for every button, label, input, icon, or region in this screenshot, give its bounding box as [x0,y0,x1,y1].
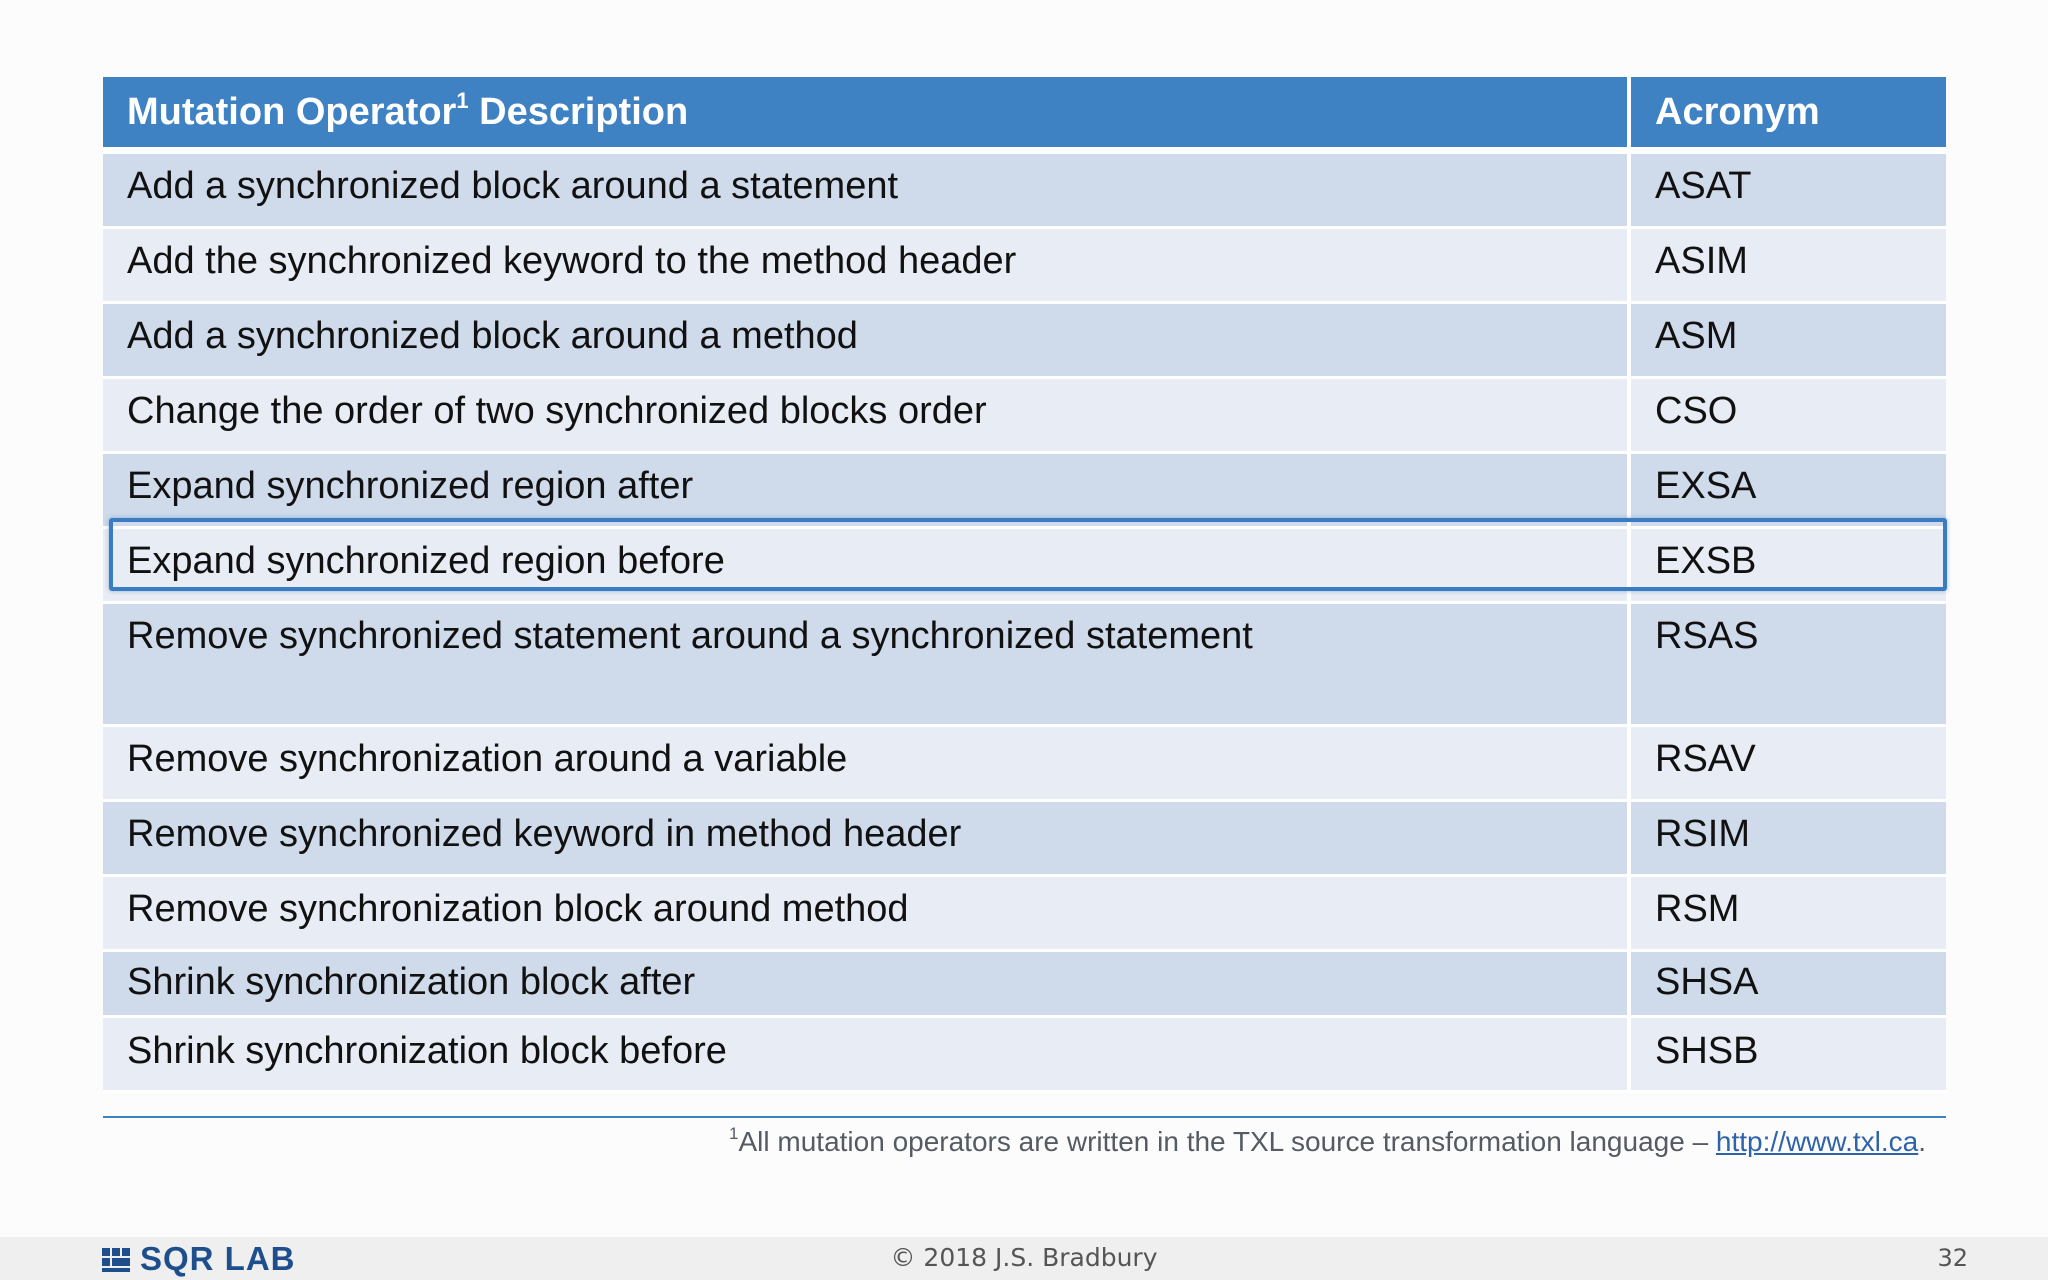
table-row [103,304,1946,379]
mutation-operator-table-container [103,77,1946,1093]
operator-description: Add a synchronized block around a method [103,304,1631,379]
operator-acronym: SHSB [1631,1018,1946,1093]
logo-text: SQR LAB [140,1240,296,1277]
copyright: © 2018 J.S. Bradbury [890,1243,1158,1272]
footnote-marker: 1 [729,1124,739,1143]
operator-description: Remove synchronization block around method [103,877,1631,952]
txl-link[interactable]: http://www.txl.ca [1715,1126,1919,1157]
table-row-highlighted [103,529,1946,604]
table-row [103,229,1946,304]
operator-acronym: RSM [1631,877,1946,952]
operator-acronym: SHSA [1631,952,1946,1018]
operator-acronym: EXSB [1631,529,1946,604]
table-row [103,952,1946,1018]
table-header-row [103,77,1946,154]
operator-description: Expand synchronized region before [103,529,1631,604]
operator-acronym: RSAV [1631,727,1946,802]
header-description-label: Mutation Operator [127,91,457,133]
footnote-end: . [1918,1126,1926,1157]
footnote-divider [103,1116,1946,1118]
page-number: 32 [1937,1244,1968,1272]
operator-acronym: ASAT [1631,154,1946,229]
operator-acronym: ASIM [1631,229,1946,304]
header-description-suffix: Description [468,91,689,133]
table-row [103,727,1946,802]
operator-description: Expand synchronized region after [103,454,1631,529]
operator-description: Remove synchronized statement around a synchronized statement [103,604,1631,727]
slide-footer [0,1237,2048,1280]
operator-acronym: EXSA [1631,454,1946,529]
table-row [103,802,1946,877]
operator-description: Remove synchronized keyword in method header [103,802,1631,877]
operator-acronym: RSIM [1631,802,1946,877]
operator-description: Shrink synchronization block before [103,1018,1631,1093]
operator-description: Change the order of two synchronized blocks order [103,379,1631,454]
mutation-operator-table [103,77,1946,1093]
table-row [103,1018,1946,1093]
operator-description: Remove synchronization around a variable [103,727,1631,802]
header-footnote-marker: 1 [456,88,469,113]
table-row [103,154,1946,229]
operator-acronym: ASM [1631,304,1946,379]
operator-description: Shrink synchronization block after [103,952,1631,1018]
description-column-header [103,77,1631,154]
table-row [103,379,1946,454]
operator-acronym: CSO [1631,379,1946,454]
table-row [103,604,1946,727]
table-row [103,454,1946,529]
table-row [103,877,1946,952]
footnote-text: All mutation operators are written in the TXL source transformation language – [738,1126,1716,1157]
operator-description: Add a synchronized block around a statement [103,154,1631,229]
operator-acronym: RSAS [1631,604,1946,727]
acronym-column-header: Acronym [1631,77,1946,154]
footnote [729,1126,1926,1158]
operator-description: Add the synchronized keyword to the method header [103,229,1631,304]
